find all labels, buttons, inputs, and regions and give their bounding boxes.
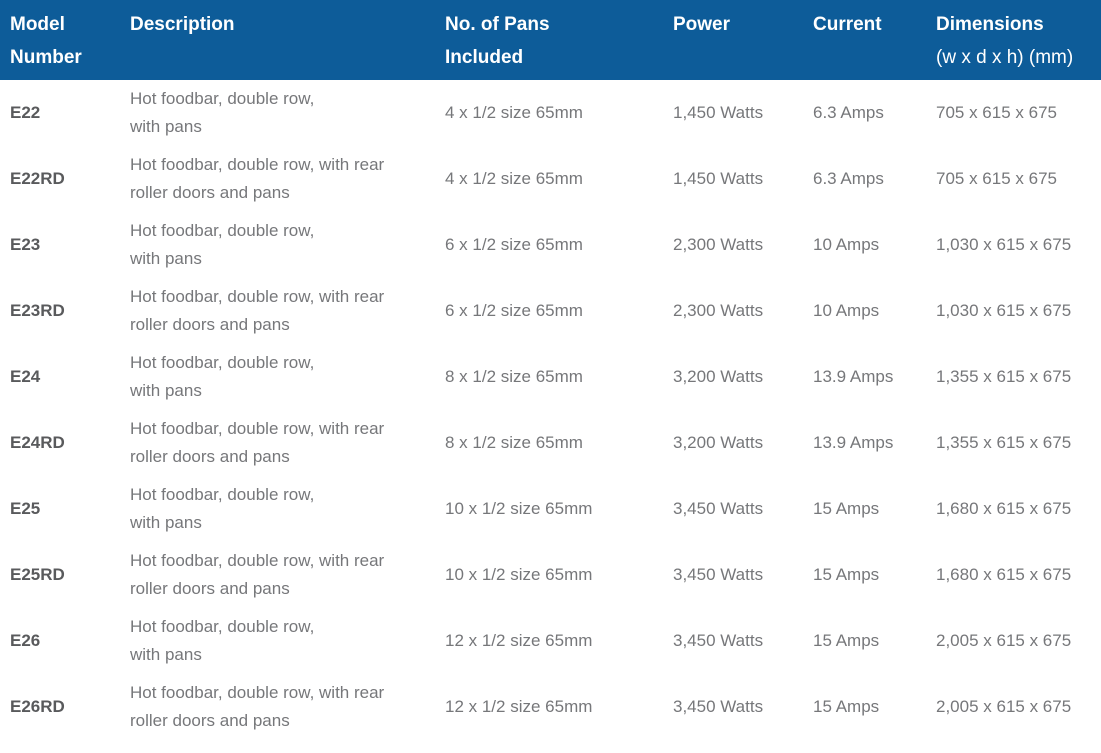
model-number: E25	[10, 499, 41, 518]
description-line2: roller doors and pans	[130, 711, 290, 730]
dimensions-value: 705 x 615 x 675	[936, 103, 1057, 122]
dimensions-value: 1,030 x 615 x 675	[936, 301, 1072, 320]
power-value: 3,450 Watts	[673, 499, 764, 518]
col-header-power	[673, 8, 813, 80]
col-header-dimensions	[936, 8, 1101, 80]
dimensions-value: 1,680 x 615 x 675	[936, 565, 1072, 584]
power-value: 1,450 Watts	[673, 169, 764, 188]
description	[130, 151, 445, 207]
pans-included: 4 x 1/2 size 65mm	[445, 169, 583, 188]
current-value: 13.9 Amps	[813, 367, 894, 386]
description-line2: roller doors and pans	[130, 579, 290, 598]
current-value: 13.9 Amps	[813, 433, 894, 452]
description-line2: with pans	[130, 645, 202, 664]
table-body	[0, 80, 1101, 740]
dimensions-value: 1,355 x 615 x 675	[936, 433, 1072, 452]
table-row	[0, 212, 1101, 278]
power-value: 3,450 Watts	[673, 631, 764, 650]
current-value: 15 Amps	[813, 697, 880, 716]
dimensions-value: 1,680 x 615 x 675	[936, 499, 1072, 518]
description-line2: roller doors and pans	[130, 447, 290, 466]
description	[130, 547, 445, 603]
pans-included: 8 x 1/2 size 65mm	[445, 367, 583, 386]
description-line1: Hot foodbar, double row,	[130, 617, 315, 636]
description-line1: Hot foodbar, double row, with rear	[130, 287, 385, 306]
description-line1: Hot foodbar, double row, with rear	[130, 551, 385, 570]
description-line2: roller doors and pans	[130, 315, 290, 334]
table-row	[0, 674, 1101, 740]
current-value: 6.3 Amps	[813, 169, 884, 188]
dimensions-value: 1,030 x 615 x 675	[936, 235, 1072, 254]
power-value: 3,450 Watts	[673, 565, 764, 584]
current-value: 15 Amps	[813, 565, 880, 584]
pans-included: 6 x 1/2 size 65mm	[445, 301, 583, 320]
col-header-line: No. of Pans	[445, 14, 550, 35]
col-header-line: Dimensions	[936, 14, 1044, 35]
model-number: E23	[10, 235, 41, 254]
model-number: E23RD	[10, 301, 65, 320]
description-line1: Hot foodbar, double row,	[130, 485, 315, 504]
dimensions-value: 705 x 615 x 675	[936, 169, 1057, 188]
power-value: 3,450 Watts	[673, 697, 764, 716]
description-line2: roller doors and pans	[130, 183, 290, 202]
power-value: 1,450 Watts	[673, 103, 764, 122]
pans-included: 12 x 1/2 size 65mm	[445, 631, 593, 650]
model-number: E24	[10, 367, 41, 386]
dimensions-value: 2,005 x 615 x 675	[936, 631, 1072, 650]
table-row	[0, 146, 1101, 212]
description	[130, 283, 445, 339]
description-line2: with pans	[130, 117, 202, 136]
current-value: 15 Amps	[813, 631, 880, 650]
model-number: E22	[10, 103, 41, 122]
col-header-line: Model	[10, 14, 65, 35]
col-header-model-number	[0, 8, 130, 80]
table-row	[0, 80, 1101, 146]
table-header	[0, 0, 1101, 80]
table-row	[0, 476, 1101, 542]
description	[130, 349, 445, 405]
description	[130, 217, 445, 273]
table-row	[0, 410, 1101, 476]
power-value: 2,300 Watts	[673, 235, 764, 254]
current-value: 15 Amps	[813, 499, 880, 518]
power-value: 3,200 Watts	[673, 433, 764, 452]
current-value: 10 Amps	[813, 235, 880, 254]
pans-included: 12 x 1/2 size 65mm	[445, 697, 593, 716]
col-header-description	[130, 8, 445, 80]
description-line1: Hot foodbar, double row,	[130, 89, 315, 108]
col-header-current	[813, 8, 936, 80]
pans-included: 6 x 1/2 size 65mm	[445, 235, 583, 254]
col-header-line: Power	[673, 14, 731, 35]
current-value: 10 Amps	[813, 301, 880, 320]
col-header-line: Number	[10, 47, 82, 68]
col-header-line: (w x d x h) (mm)	[936, 47, 1074, 68]
power-value: 3,200 Watts	[673, 367, 764, 386]
description-line2: with pans	[130, 513, 202, 532]
description-line2: with pans	[130, 249, 202, 268]
model-number: E26RD	[10, 697, 65, 716]
description-line1: Hot foodbar, double row,	[130, 353, 315, 372]
description	[130, 85, 445, 141]
description-line1: Hot foodbar, double row, with rear	[130, 683, 385, 702]
description-line1: Hot foodbar, double row, with rear	[130, 155, 385, 174]
model-number: E25RD	[10, 565, 65, 584]
description	[130, 613, 445, 669]
dimensions-value: 1,355 x 615 x 675	[936, 367, 1072, 386]
description-line1: Hot foodbar, double row, with rear	[130, 419, 385, 438]
pans-included: 10 x 1/2 size 65mm	[445, 565, 593, 584]
description-line2: with pans	[130, 381, 202, 400]
description	[130, 415, 445, 471]
pans-included: 10 x 1/2 size 65mm	[445, 499, 593, 518]
col-header-line: Description	[130, 14, 235, 35]
col-header-line: Included	[445, 47, 524, 68]
description-line1: Hot foodbar, double row,	[130, 221, 315, 240]
current-value: 6.3 Amps	[813, 103, 884, 122]
description	[130, 679, 445, 735]
col-header-pans-included	[445, 8, 673, 80]
power-value: 2,300 Watts	[673, 301, 764, 320]
model-number: E26	[10, 631, 41, 650]
table-row	[0, 278, 1101, 344]
model-number: E24RD	[10, 433, 65, 452]
table-row	[0, 344, 1101, 410]
description	[130, 481, 445, 537]
table-row	[0, 608, 1101, 674]
dimensions-value: 2,005 x 615 x 675	[936, 697, 1072, 716]
pans-included: 8 x 1/2 size 65mm	[445, 433, 583, 452]
model-number: E22RD	[10, 169, 65, 188]
pans-included: 4 x 1/2 size 65mm	[445, 103, 583, 122]
table-row	[0, 542, 1101, 608]
col-header-line: Current	[813, 14, 882, 35]
